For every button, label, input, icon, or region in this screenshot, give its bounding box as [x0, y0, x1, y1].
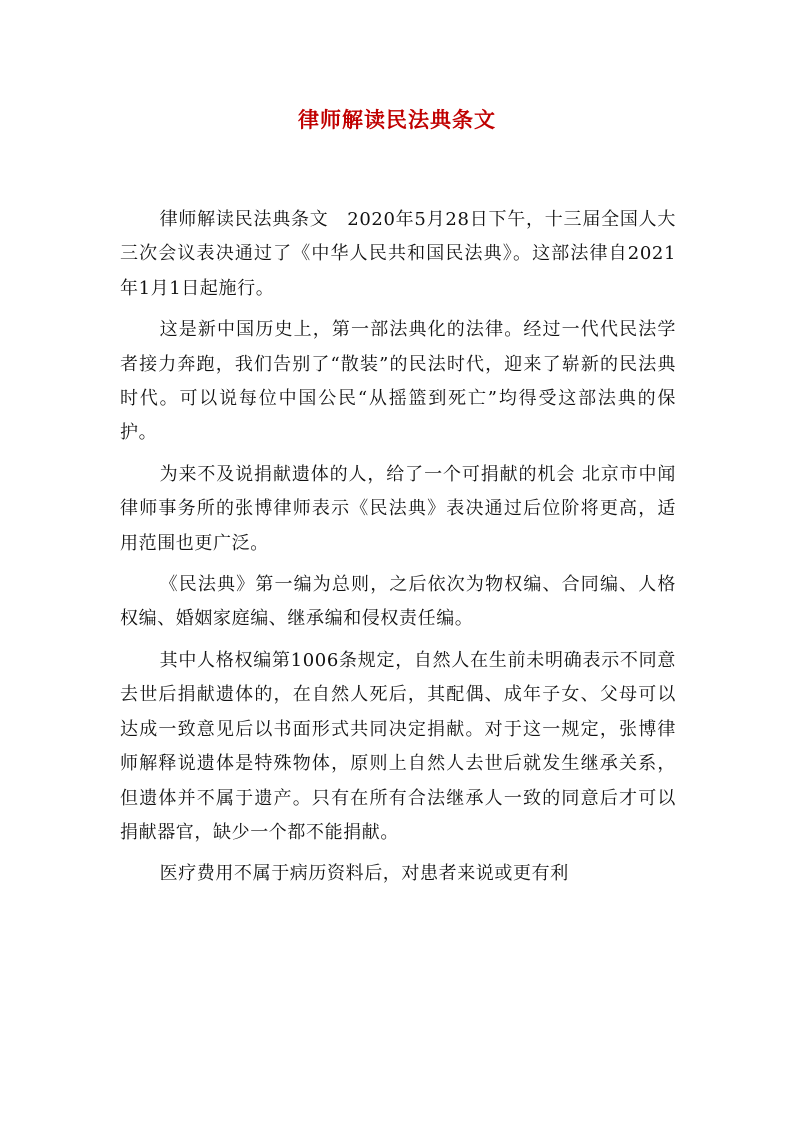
paragraph-3: 为来不及说捐献遗体的人，给了一个可捐献的机会 北京市中闻律师事务所的张博律师表示《民法典》表决通过后位阶将更高，适用范围也更广泛。	[120, 463, 676, 554]
document-body	[120, 203, 676, 899]
paragraph-4: 《民法典》第一编为总则，之后依次为物权编、合同编、人格权编、婚姻家庭编、继承编和侵权责任编。	[120, 574, 676, 630]
document-title: 律师解读民法典条文	[298, 107, 496, 132]
paragraph-6: 医疗费用不属于病历资料后，对患者来说或更有利	[159, 863, 569, 885]
paragraph-2: 这是新中国历史上，第一部法典化的法律。经过一代代民法学者接力奔跑，我们告别了“散装”的民法时代，迎来了崭新的民法典时代。可以说每位中国公民“从摇篮到死亡”均得受这部法典的保护。	[120, 319, 676, 444]
paragraph-5: 其中人格权编第1006条规定，自然人在生前未明确表示不同意去世后捐献遗体的，在自然人死后，其配偶、成年子女、父母可以达成一致意见后以书面形式共同决定捐献。对于这一规定，张博律师解释说遗体是特殊物体，原则上自然人去世后就发生继承关系，但遗体并不属于遗产。只有在所有合法继承人一致的同意后才可以捐献器官，缺少一个都不能捐献。	[120, 649, 676, 843]
paragraph-1: 律师解读民法典条文 2020年5月28日下午，十三届全国人大三次会议表决通过了《中华人民共和国民法典》。这部法律自2021年1月1日起施行。	[120, 209, 676, 299]
